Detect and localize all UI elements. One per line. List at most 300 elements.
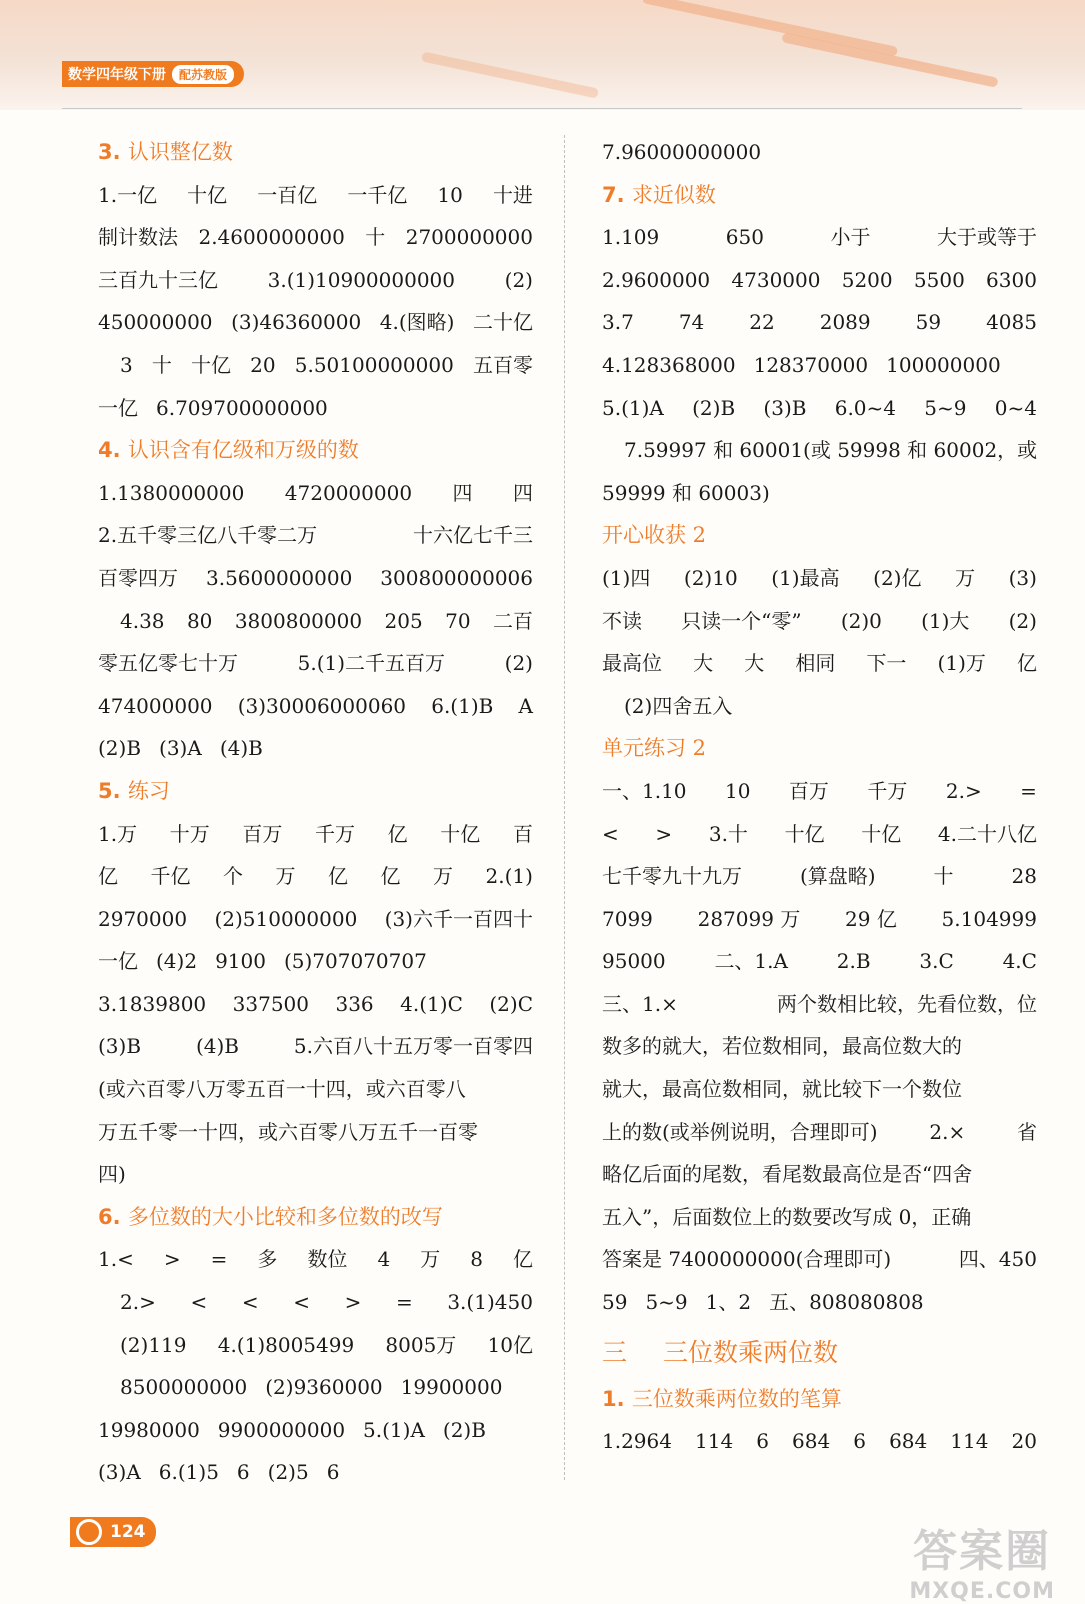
answer-item: 4: [377, 1247, 391, 1272]
answer-item: 万五千零一十四，或六百零八万五千一百零: [98, 1119, 478, 1144]
answer-item: 1.一亿: [98, 182, 158, 207]
answer-item: (2)四舍五入: [624, 693, 733, 718]
answer-item: 一亿: [98, 949, 138, 974]
answer-item: 4.(1)C: [400, 991, 463, 1016]
answer-item: <: [602, 821, 619, 846]
answer-line: [602, 131, 1037, 174]
answer-item: 4.(1)8005499: [217, 1332, 355, 1357]
answer-item: 多: [257, 1247, 278, 1272]
answer-item: 2.五千零三亿八千零二万: [98, 523, 318, 548]
left-column: [98, 131, 533, 1494]
heading-number: 三: [602, 1337, 635, 1367]
answer-item: 二、1.A: [714, 949, 788, 974]
answer-item: 95000: [602, 949, 666, 974]
answer-line: [602, 813, 1037, 856]
answer-line: [602, 983, 1037, 1026]
answer-item: 上的数(或举例说明，合理即可): [602, 1119, 878, 1144]
answer-item: 5.50100000000: [294, 352, 454, 377]
answer-line: [98, 1238, 533, 1281]
answer-line: [602, 642, 1037, 685]
header-banner: [0, 0, 1085, 110]
section-heading: [98, 1196, 533, 1239]
answer-item: 大于或等于: [937, 225, 1037, 250]
answer-line: [98, 983, 533, 1026]
answer-item: 一百亿: [257, 182, 318, 207]
answer-item: <: [241, 1290, 259, 1315]
answer-item: 7.96000000000: [602, 140, 762, 164]
answer-line: [98, 1409, 533, 1452]
answer-item: 287099 万: [697, 906, 801, 931]
answer-item: 3800800000: [234, 608, 363, 633]
answer-item: (3)B: [763, 395, 807, 420]
answer-item: 五百零: [472, 352, 533, 377]
section-heading: [602, 727, 1037, 770]
answer-item: 二百: [492, 608, 533, 633]
answer-item: 数多的就大，若位数相同，最高位数大的: [602, 1034, 962, 1059]
answer-item: 684: [889, 1429, 928, 1454]
answer-item: 114: [695, 1429, 734, 1454]
answer-item: 7099: [602, 906, 653, 931]
answer-item: <: [293, 1290, 310, 1315]
heading-text: 开心收获 2: [602, 523, 707, 548]
answer-line: [98, 940, 533, 983]
answer-item: 十亿: [191, 352, 232, 377]
answer-item: (4)2: [156, 949, 198, 974]
answer-item: 千万: [315, 821, 356, 846]
answer-item: 千亿: [150, 864, 191, 889]
header-rule: [62, 108, 1022, 109]
answer-item: 28: [1011, 864, 1037, 889]
answer-item: 3.1839800: [98, 991, 207, 1016]
answer-item: 三百九十三亿: [98, 267, 218, 292]
answer-line: [98, 600, 533, 643]
answer-item: (3)30006000060: [237, 693, 407, 718]
answer-line: [98, 1281, 533, 1324]
heading-number: 6.: [98, 1204, 128, 1229]
answer-item: (2)亿: [873, 565, 922, 590]
answer-item: 4.(图略): [379, 310, 455, 335]
answer-item: 6: [236, 1460, 250, 1485]
banner-stripe: [781, 32, 998, 88]
answer-item: (3)A: [159, 736, 202, 761]
answer-item: 大: [693, 651, 714, 676]
answer-item: 3.7: [602, 310, 634, 335]
answer-line: [602, 940, 1037, 983]
answer-item: 6300: [986, 267, 1037, 292]
answer-item: 3.(1)450: [447, 1290, 533, 1315]
answer-item: 五、808080808: [769, 1290, 924, 1315]
page-number-badge: [70, 1517, 156, 1547]
answer-item: 2.9600000: [602, 267, 711, 292]
answer-item: 十亿: [784, 821, 825, 846]
answer-item: (3): [1008, 565, 1037, 590]
answer-item: 128370000: [753, 352, 869, 377]
answer-item: (2): [1008, 608, 1037, 633]
answer-item: 6: [853, 1429, 867, 1454]
answer-item: (算盘略): [799, 864, 876, 889]
answer-item: 3.十: [708, 821, 748, 846]
answer-item: 5500: [913, 267, 965, 292]
answer-item: 小于: [830, 225, 871, 250]
answer-item: 5~9: [924, 395, 967, 420]
answer-line: [602, 1068, 1037, 1111]
answer-item: 29 亿: [845, 906, 897, 931]
page-footer: [70, 1517, 156, 1547]
answer-item: 四): [98, 1162, 126, 1187]
heading-number: 4.: [98, 438, 128, 463]
answer-item: (2)B: [692, 395, 736, 420]
answer-item: 74: [678, 310, 705, 335]
answer-item: <: [190, 1290, 208, 1315]
answer-item: 5.(1)二千五百万: [297, 651, 446, 676]
answer-item: 十: [933, 864, 954, 889]
answer-item: 114: [950, 1429, 989, 1454]
answer-item: 19900000: [400, 1375, 503, 1400]
section-heading: [98, 429, 533, 472]
answer-item: 亿: [328, 864, 348, 889]
answer-item: (2): [504, 651, 533, 676]
answer-line: [98, 685, 533, 728]
answer-item: 十: [151, 352, 172, 377]
answer-item: 2700000000: [405, 225, 533, 250]
answer-item: 3: [120, 352, 133, 377]
answer-item: 8: [470, 1247, 483, 1272]
answer-item: 10: [437, 182, 463, 207]
answer-item: (3)B: [98, 1034, 142, 1059]
answer-line: [602, 259, 1037, 302]
answer-item: =: [1020, 778, 1037, 803]
answer-item: 205: [384, 608, 423, 633]
answer-item: 20: [250, 352, 276, 377]
answer-item: 制计数法: [98, 225, 178, 250]
answer-line: [602, 1420, 1037, 1463]
answer-item: 亿: [512, 1247, 533, 1272]
heading-number: 3.: [98, 140, 128, 164]
answer-item: 2.4600000000: [198, 225, 345, 250]
answer-item: (2)9360000: [265, 1375, 383, 1400]
answer-item: 十进: [492, 182, 533, 207]
answer-line: [602, 429, 1037, 472]
answer-line: [98, 557, 533, 600]
answer-item: (3)46360000: [231, 310, 362, 335]
answer-line: [98, 642, 533, 685]
answer-item: 3.C: [919, 949, 954, 974]
answer-item: 2970000: [98, 906, 188, 931]
answer-item: (2)119: [120, 1332, 187, 1357]
chapter-heading: [602, 1328, 1037, 1378]
answer-line: [98, 301, 533, 344]
answer-item: 十六亿七千三: [413, 523, 533, 548]
answer-item: =: [395, 1290, 413, 1315]
answer-line: [98, 259, 533, 302]
answer-line: [98, 1451, 533, 1494]
answer-item: 6.(1)B: [431, 693, 494, 718]
answer-line: [602, 387, 1037, 430]
answer-item: 大: [744, 651, 765, 676]
answer-line: [602, 1281, 1037, 1324]
answer-line: [98, 514, 533, 557]
answer-line: [98, 898, 533, 941]
heading-number: 7.: [602, 182, 632, 207]
answer-line: [98, 1068, 533, 1111]
answer-item: 百万: [242, 821, 283, 846]
heading-text: 练习: [127, 778, 170, 803]
answer-line: [98, 727, 533, 770]
answer-item: (2)510000000: [214, 906, 358, 931]
answer-line: [602, 1238, 1037, 1281]
answer-item: 亿: [1017, 651, 1037, 676]
answer-item: >: [344, 1290, 362, 1315]
answer-item: (2)B: [442, 1417, 486, 1442]
answer-line: [98, 855, 533, 898]
answer-item: (1)大: [921, 608, 970, 633]
column-divider: [564, 135, 565, 1480]
answer-line: [602, 1153, 1037, 1196]
answer-item: 百: [512, 821, 533, 846]
answer-item: 100000000: [886, 352, 1001, 377]
answer-item: (2): [504, 267, 533, 292]
answer-item: 59: [915, 310, 942, 335]
answer-item: (2)10: [683, 565, 738, 590]
answer-line: [602, 216, 1037, 259]
answer-line: [98, 1025, 533, 1068]
answer-item: 千万: [867, 778, 908, 803]
answer-item: 70: [445, 608, 471, 633]
answer-item: 亿: [98, 864, 118, 889]
answer-item: 684: [792, 1429, 831, 1454]
answer-line: [98, 1111, 533, 1154]
answer-item: 就大，最高位数相同，就比较下一个数位: [602, 1077, 962, 1102]
heading-text: 多位数的大小比较和多位数的改写: [127, 1204, 443, 1229]
answer-item: (3)六千一百四十: [384, 906, 533, 931]
answer-item: 6: [756, 1429, 769, 1454]
answer-item: 3.(1)10900000000: [267, 267, 456, 292]
answer-item: 4.二十八亿: [937, 821, 1037, 846]
heading-text: 认识含有亿级和万级的数: [127, 438, 359, 463]
heading-text: 求近似数: [631, 182, 716, 207]
answer-item: (5)707070707: [283, 949, 427, 974]
answer-item: 万: [275, 864, 296, 889]
answer-item: 一千亿: [347, 182, 408, 207]
answer-item: 数位: [307, 1247, 348, 1272]
answer-item: 万: [955, 565, 976, 590]
answer-item: 0~4: [994, 395, 1037, 420]
watermark-logo-text: 答案圈: [913, 1526, 1052, 1577]
answer-item: 7.59997 和 60001(或 59998 和 60002，或: [624, 438, 1038, 463]
answer-item: 只读一个“零”: [681, 608, 802, 633]
section-heading: [98, 770, 533, 813]
answer-item: (1)万: [937, 651, 986, 676]
watermark: [909, 1515, 1055, 1604]
answer-item: 300800000006: [380, 565, 533, 590]
answer-line: [98, 472, 533, 515]
answer-item: 4730000: [731, 267, 821, 292]
answer-line: [98, 1366, 533, 1409]
answer-item: 亿: [380, 864, 401, 889]
answer-item: 474000000: [98, 693, 213, 718]
answer-line: [602, 557, 1037, 600]
answer-item: 2.(1): [485, 864, 533, 889]
heading-text: 认识整亿数: [127, 140, 233, 164]
answer-item: 22: [749, 310, 775, 335]
answer-item: 个: [223, 864, 243, 889]
answer-item: 5.104999: [941, 906, 1037, 931]
answer-item: 四: [452, 480, 473, 505]
answer-line: [98, 1153, 533, 1196]
answer-item: 2.>: [945, 778, 982, 803]
answer-line: [602, 1111, 1037, 1154]
answer-item: 五入”，后面数位上的数要改写成 0，正确: [602, 1204, 972, 1229]
answer-line: [602, 472, 1037, 515]
answer-line: [602, 898, 1037, 941]
answer-item: 亿: [387, 821, 408, 846]
answer-item: 336: [335, 991, 374, 1016]
answer-item: (4)B: [195, 1034, 239, 1059]
answer-item: >: [163, 1247, 181, 1272]
banner-stripe: [421, 51, 599, 98]
answer-item: (或六百零八万零五百一十四，或六百零八: [98, 1077, 466, 1102]
section-heading: [98, 131, 533, 174]
answer-item: 10亿: [487, 1332, 533, 1357]
book-title: 数学四年级下册: [68, 67, 166, 83]
answer-item: 5.六百八十五万零一百零四: [293, 1034, 533, 1059]
answer-item: 1.2964: [602, 1429, 672, 1454]
answer-item: (4)B: [219, 736, 263, 761]
answer-item: 二十亿: [473, 310, 533, 335]
answer-item: 3.5600000000: [205, 565, 353, 590]
answer-line: [98, 387, 533, 430]
section-heading: [602, 174, 1037, 217]
answer-item: 6: [326, 1460, 340, 1485]
answer-item: 万: [433, 864, 453, 889]
page-number: 124: [110, 1522, 146, 1542]
answer-item: 4720000000: [284, 480, 413, 505]
answer-line: [602, 301, 1037, 344]
answer-item: 6.(1)5: [158, 1460, 219, 1485]
answer-item: 4.38: [120, 608, 165, 633]
answer-item: 337500: [232, 991, 309, 1016]
answer-line: [98, 216, 533, 259]
answer-item: 不读: [602, 608, 642, 633]
answer-item: 19980000: [98, 1417, 200, 1442]
answer-item: 1.万: [98, 821, 138, 846]
answer-item: 四、450: [958, 1247, 1037, 1272]
book-title-tag: [62, 61, 244, 87]
section-heading: [602, 1378, 1037, 1421]
answer-item: 2.B: [836, 949, 871, 974]
answer-item: (1)最高: [771, 565, 840, 590]
answer-line: [602, 855, 1037, 898]
answer-item: 5200: [841, 267, 893, 292]
answer-item: 一、1.10: [602, 778, 687, 803]
answer-item: 4.128368000: [602, 352, 736, 377]
answer-item: 万: [420, 1247, 441, 1272]
answer-item: 零五亿零七十万: [98, 651, 238, 676]
answer-item: >: [655, 821, 673, 846]
answer-item: 9900000000: [217, 1417, 346, 1442]
answer-item: 四: [512, 480, 533, 505]
answer-item: 1.<: [98, 1247, 134, 1272]
answer-item: 10: [725, 778, 751, 803]
answer-item: 省: [1016, 1119, 1037, 1144]
answer-item: 450000000: [98, 310, 213, 335]
answer-item: (2)B: [98, 736, 142, 761]
answer-item: 百万: [788, 778, 829, 803]
answer-item: 1.1380000000: [98, 480, 245, 505]
answer-item: 十: [365, 225, 386, 250]
heading-number: 5.: [98, 778, 128, 803]
answer-item: 6.0~4: [834, 395, 897, 420]
answer-item: 4.C: [1002, 949, 1037, 974]
watermark-url: MXQE.COM: [909, 1579, 1055, 1604]
answer-item: 2089: [819, 310, 871, 335]
answer-item: 8005万: [385, 1332, 457, 1357]
answer-item: 相同: [795, 651, 836, 676]
answer-item: 80: [186, 608, 213, 633]
answer-line: [602, 1196, 1037, 1239]
answer-item: (2)C: [489, 991, 533, 1016]
answer-line: [98, 1324, 533, 1367]
answer-item: 1、2: [705, 1290, 752, 1315]
answer-item: 5.(1)A: [363, 1417, 425, 1442]
heading-number: 1.: [602, 1386, 632, 1411]
answer-item: 两个数相比较，先看位数，位: [777, 991, 1037, 1016]
answer-item: 650: [725, 225, 764, 250]
answer-line: [602, 600, 1037, 643]
answer-item: 59: [602, 1290, 628, 1315]
answer-item: 十亿: [440, 821, 481, 846]
answer-item: 2.×: [929, 1119, 966, 1144]
answer-item: 20: [1011, 1429, 1037, 1454]
answer-item: 十亿: [861, 821, 902, 846]
answer-item: (3)A: [98, 1460, 141, 1485]
answer-item: A: [518, 693, 533, 718]
answer-item: 下一: [866, 651, 907, 676]
right-column: [602, 131, 1037, 1463]
section-heading: [602, 514, 1037, 557]
answer-item: 5~9: [645, 1290, 688, 1315]
answer-item: 百零四万: [98, 565, 178, 590]
answer-item: (2)5: [267, 1460, 309, 1485]
answer-line: [602, 685, 1037, 728]
heading-text: 三位数乘两位数: [662, 1337, 838, 1367]
answer-item: 2.>: [120, 1290, 156, 1315]
answer-item: 5.(1)A: [602, 395, 664, 420]
answer-item: 七千零九十九万: [602, 864, 742, 889]
answer-item: (2)0: [840, 608, 882, 633]
answer-item: 十万: [169, 821, 210, 846]
answer-item: 三、1.×: [602, 991, 678, 1016]
answer-line: [98, 813, 533, 856]
answer-item: =: [210, 1247, 228, 1272]
answer-line: [602, 1025, 1037, 1068]
answer-line: [98, 174, 533, 217]
edition-badge: 配苏教版: [172, 65, 234, 84]
answer-item: 4085: [986, 310, 1037, 335]
answer-item: 十亿: [187, 182, 228, 207]
answer-item: (1)四: [602, 565, 651, 590]
answer-line: [602, 344, 1037, 387]
answer-item: 59999 和 60003): [602, 480, 770, 505]
heading-text: 单元练习 2: [602, 736, 707, 761]
answer-item: 6.709700000000: [156, 395, 328, 420]
answer-item: 最高位: [602, 651, 662, 676]
heading-text: 三位数乘两位数的笔算: [631, 1386, 842, 1411]
answer-item: 一亿: [98, 395, 138, 420]
answer-item: 9100: [215, 949, 266, 974]
answer-item: 1.109: [602, 225, 660, 250]
answer-line: [602, 770, 1037, 813]
